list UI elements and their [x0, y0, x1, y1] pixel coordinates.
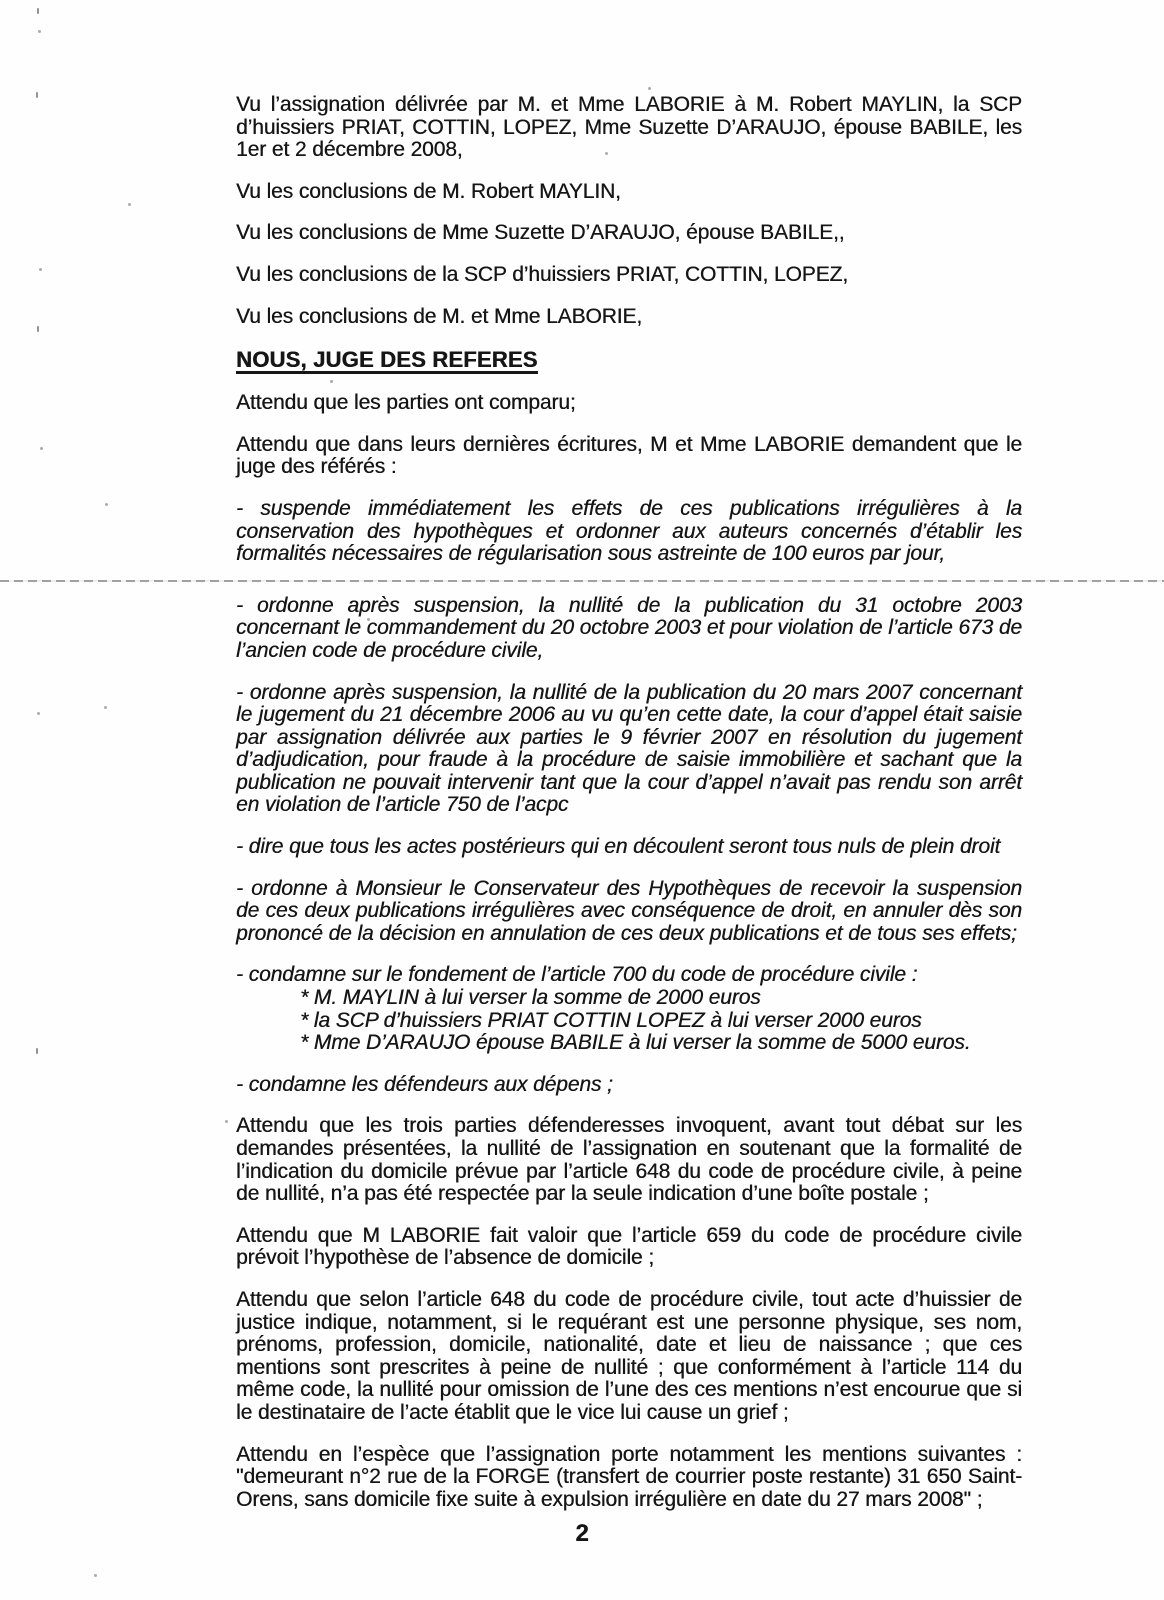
paragraph: - ordonne après suspension, la nullité de la publication du 31 octobre 2003 concernant le commandement du 20 octobre 2003 et pour violation de l’article 673 de l’ancien code de procédure civile, — [236, 593, 1022, 662]
paragraph: - condamne les défendeurs aux dépens ; — [236, 1072, 613, 1096]
paragraph: Attendu que les parties ont comparu; — [236, 391, 576, 415]
paragraph: Attendu que dans leurs dernières écritures, M et Mme LABORIE demandent que le juge des référés : — [236, 432, 1022, 479]
paragraph: Vu l’assignation délivrée par M. et Mme LABORIE à M. Robert MAYLIN, la SCP d’huissiers PRIAT, COTTIN, LOPEZ, Mme Suzette D’ARAUJO, épouse BABILE, les 1er et 2 décembre 2008, — [236, 93, 1022, 162]
section-heading: NOUS, JUGE DES REFERES — [236, 347, 538, 373]
page-number: 2 — [575, 1520, 589, 1547]
paragraph: Vu les conclusions de Mme Suzette D’ARAUJO, épouse BABILE,, — [236, 221, 845, 245]
paragraph: - ordonne après suspension, la nullité de la publication du 20 mars 2007 concernant le jugement du 21 décembre 2006 au vu qu’en cette date, la cour d’appel était saisie par assignation délivrée aux parties le 9 février 2007 en résolution du jugement d’adjudication, pour fraude à la procédure de saisie immobilière et sachant que la publication ne pouvait intervenir tant que la cour d’appel n’avait pas rendu son arrêt en violation de l’article 750 de l’acpc — [236, 680, 1022, 817]
paragraph: - suspende immédiatement les effets de ces publications irrégulières à la conservation des hypothèques et ordonner aux auteurs concernés d’établir les formalités nécessaires de régularisation sous astreinte de 100 euros par jour, — [236, 496, 1022, 566]
paragraph: - condamne sur le fondement de l’article 700 du code de procédure civile : — [236, 963, 918, 987]
paragraph: Vu les conclusions de M. Robert MAYLIN, — [236, 179, 621, 203]
paragraph: * M. MAYLIN à lui verser la somme de 2000 euros — [300, 986, 761, 1010]
paragraph: - ordonne à Monsieur le Conservateur des Hypothèques de recevoir la suspension de ces deux publications irrégulières avec conséquence de droit, en annuler dès son prononcé de la décision en annulation de ces deux publications et de tous ses effets; — [236, 876, 1022, 945]
paragraph: Vu les conclusions de la SCP d’huissiers PRIAT, COTTIN, LOPEZ, — [236, 262, 848, 286]
paragraph: Attendu que les trois parties défenderesses invoquent, avant tout débat sur les demandes présentées, la nullité de l’assignation en soutenant que la formalité de l’indication du domicile prévue par l’article 648 du code de procédure civile, à peine de nullité, n’a pas été respectée par la seule indication d’une boîte postale ; — [236, 1114, 1022, 1206]
paragraph: Attendu que selon l’article 648 du code de procédure civile, tout acte d’huissier de justice indique, notamment, si le requérant est une personne physique, ses nom, prénoms, profession, domicile, nationalité, date et lieu de naissance ; que ces mentions sont prescrites à peine de nullité ; que conformément à l’article 114 du même code, la nullité pour omission de l’une des ces mentions n’est encourue que si le destinataire de l’acte établit que le vice lui cause un grief ; — [236, 1287, 1022, 1424]
paragraph: Attendu que M LABORIE fait valoir que l’article 659 du code de procédure civile prévoit l’hypothèse de l’absence de domicile ; — [236, 1223, 1022, 1270]
fold-line — [0, 580, 1164, 582]
paragraph: Vu les conclusions de M. et Mme LABORIE, — [236, 304, 643, 328]
paragraph: - dire que tous les actes postérieurs qui en découlent seront tous nuls de plein droit — [236, 835, 1001, 859]
paragraph: Attendu en l’espèce que l’assignation porte notamment les mentions suivantes : "demeurant n°2 rue de la FORGE (transfert de courrier poste restante) 31 650 Saint-Orens, sans domicile fixe suite à expulsion irrégulière en date du 27 mars 2008" ; — [236, 1442, 1022, 1511]
paragraph: * la SCP d’huissiers PRIAT COTTIN LOPEZ à lui verser 2000 euros — [300, 1008, 922, 1032]
paragraph: * Mme D’ARAUJO épouse BABILE à lui verser la somme de 5000 euros. — [300, 1031, 971, 1055]
document-content — [236, 94, 1022, 1530]
page-footer — [0, 1520, 1164, 1548]
